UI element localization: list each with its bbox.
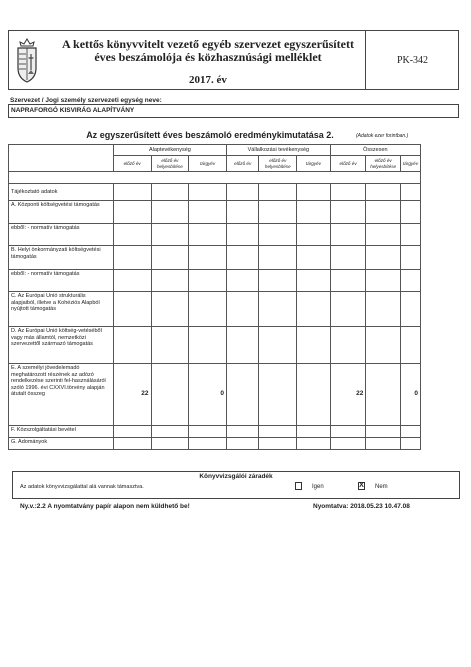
value-cell xyxy=(366,426,401,438)
table-row xyxy=(9,246,421,270)
group-header-total: Összesen xyxy=(330,145,420,156)
value-cell xyxy=(151,246,189,270)
value-cell xyxy=(226,426,258,438)
value-cell xyxy=(297,327,331,364)
row-label: F. Közszolgáltatási bevétel xyxy=(9,426,114,438)
value-cell xyxy=(189,426,227,438)
form-title-line-1: A kettős könyvvitelt vezető egyéb szervezet egyszerűsített xyxy=(62,37,354,51)
value-cell xyxy=(113,201,151,224)
value-cell xyxy=(113,292,151,327)
value-cell xyxy=(226,184,258,201)
value-cell xyxy=(297,292,331,327)
value-cell: 0 xyxy=(400,364,420,426)
row-label: E. A személyi jövedelemadó meghatározott részének az adózó rendelkezése szerinti fel-használásáról szóló 1996. évi CXXVI.törvény alapján átutalt összeg xyxy=(9,364,114,426)
value-cell: 22 xyxy=(330,364,366,426)
value-cell xyxy=(400,327,420,364)
subheader-prev-year-correction: előző év helyesbítése xyxy=(259,156,297,172)
value-cell xyxy=(259,224,297,246)
row-label: Tájékoztató adatok xyxy=(9,184,114,201)
value-cell xyxy=(330,201,366,224)
value-cell xyxy=(297,270,331,292)
group-header-business: Vállalkozási tevékenység xyxy=(226,145,330,156)
value-cell xyxy=(113,426,151,438)
value-cell xyxy=(400,224,420,246)
value-cell xyxy=(189,327,227,364)
value-cell xyxy=(189,270,227,292)
value-cell xyxy=(297,224,331,246)
value-cell xyxy=(366,438,401,450)
row-label: D. Az Európai Unió költség-vetéséből vagy más államtól, nemzetközi szervezettől származó támogatás xyxy=(9,327,114,364)
header-corner xyxy=(9,145,114,172)
value-cell xyxy=(259,364,297,426)
value-cell xyxy=(151,426,189,438)
value-cell xyxy=(113,246,151,270)
submission-note: Ny.v.:2.2 A nyomtatvány papír alapon nem küldhető be! xyxy=(20,503,190,510)
table-row xyxy=(9,426,421,438)
subheader-prev-year: előző év xyxy=(226,156,258,172)
value-cell xyxy=(189,224,227,246)
units-note: (Adatok ezer forintban.) xyxy=(356,133,409,139)
subheader-prev-year: előző év xyxy=(113,156,151,172)
table-row xyxy=(9,438,421,450)
value-cell xyxy=(113,224,151,246)
table-body xyxy=(9,184,421,450)
value-cell xyxy=(151,292,189,327)
value-cell xyxy=(400,292,420,327)
value-cell xyxy=(226,364,258,426)
value-cell xyxy=(259,270,297,292)
value-cell xyxy=(151,327,189,364)
value-cell xyxy=(366,292,401,327)
value-cell xyxy=(151,224,189,246)
value-cell xyxy=(366,364,401,426)
report-year: 2017. év xyxy=(189,74,227,86)
value-cell xyxy=(366,246,401,270)
value-cell xyxy=(189,184,227,201)
value-cell xyxy=(366,327,401,364)
value-cell xyxy=(330,246,366,270)
table-row xyxy=(9,201,421,224)
value-cell xyxy=(226,224,258,246)
value-cell xyxy=(330,292,366,327)
value-cell xyxy=(113,184,151,201)
value-cell: 0 xyxy=(189,364,227,426)
subheader-prev-year: előző év xyxy=(330,156,366,172)
value-cell xyxy=(330,270,366,292)
value-cell xyxy=(226,438,258,450)
value-cell xyxy=(366,224,401,246)
table-row xyxy=(9,184,421,201)
form-code: PK-342 xyxy=(365,30,459,90)
value-cell xyxy=(330,438,366,450)
value-cell xyxy=(259,292,297,327)
subheader-current-year: tárgyév xyxy=(400,156,420,172)
value-cell xyxy=(151,201,189,224)
value-cell xyxy=(226,201,258,224)
value-cell xyxy=(400,426,420,438)
audit-no-label: Nem xyxy=(375,484,388,490)
value-cell xyxy=(189,292,227,327)
subheader-current-year: tárgyév xyxy=(297,156,331,172)
value-cell xyxy=(297,426,331,438)
group-header-basic: Alaptevékenység xyxy=(113,145,226,156)
subheader-prev-year-correction: előző év helyesbítése xyxy=(151,156,189,172)
organization-label: Szervezet / Jogi személy szervezeti egység neve: xyxy=(10,97,162,104)
row-label: ebből: - normatív támogatás xyxy=(9,270,114,292)
value-cell xyxy=(400,438,420,450)
value-cell xyxy=(330,184,366,201)
value-cell xyxy=(151,438,189,450)
coat-of-arms-icon xyxy=(12,36,42,84)
row-label: G. Adományok xyxy=(9,438,114,450)
value-cell xyxy=(189,438,227,450)
subheader-current-year: tárgyév xyxy=(189,156,227,172)
value-cell xyxy=(151,184,189,201)
value-cell xyxy=(113,270,151,292)
value-cell xyxy=(366,201,401,224)
value-cell xyxy=(366,270,401,292)
table-row xyxy=(9,364,421,426)
value-cell xyxy=(259,426,297,438)
value-cell xyxy=(151,364,189,426)
subheader-prev-year-correction: előző év helyesbítése xyxy=(366,156,401,172)
organization-name: NAPRAFORGÓ KISVIRÁG ALAPÍTVÁNY xyxy=(8,104,459,118)
row-label: A. Központi költségvetési támogatás xyxy=(9,201,114,224)
value-cell xyxy=(297,246,331,270)
audit-yes-checkbox[interactable] xyxy=(295,482,302,490)
audit-question: Az adatok könyvvizsgálattal alá vannak támasztva. xyxy=(20,484,144,490)
report-title: Az egyszerűsített éves beszámoló eredménykimutatása 2. xyxy=(86,130,334,140)
print-timestamp: Nyomtatva: 2018.05.23 10.47.08 xyxy=(313,503,410,510)
income-statement-table xyxy=(8,144,421,450)
value-cell xyxy=(297,438,331,450)
audit-clause-title: Könyvvizsgálói záradék xyxy=(199,473,273,480)
value-cell xyxy=(259,327,297,364)
value-cell xyxy=(400,184,420,201)
form-title-line-2: éves beszámolója és közhasznúsági melléklet xyxy=(94,50,322,64)
value-cell xyxy=(400,246,420,270)
value-cell xyxy=(226,327,258,364)
table-row xyxy=(9,270,421,292)
value-cell xyxy=(400,201,420,224)
table-row xyxy=(9,292,421,327)
value-cell xyxy=(400,270,420,292)
value-cell xyxy=(151,270,189,292)
row-label: ebből: - normatív támogatás xyxy=(9,224,114,246)
table-row xyxy=(9,327,421,364)
value-cell xyxy=(113,438,151,450)
value-cell xyxy=(259,438,297,450)
value-cell xyxy=(259,184,297,201)
row-label: C. Az Európai Unió strukturális alapjaiból, illetve a Kohéziós Alapból nyújtott támogatás xyxy=(9,292,114,327)
audit-no-checkbox[interactable]: X xyxy=(359,482,364,489)
value-cell xyxy=(330,426,366,438)
value-cell xyxy=(226,270,258,292)
row-label: B. Helyi önkormányzati költségvetési támogatás xyxy=(9,246,114,270)
value-cell xyxy=(366,184,401,201)
value-cell xyxy=(189,201,227,224)
value-cell xyxy=(259,201,297,224)
value-cell xyxy=(226,246,258,270)
audit-yes-label: Igen xyxy=(312,484,324,490)
value-cell xyxy=(226,292,258,327)
value-cell xyxy=(259,246,297,270)
value-cell: 22 xyxy=(113,364,151,426)
value-cell xyxy=(330,327,366,364)
header-spacer xyxy=(9,172,421,184)
value-cell xyxy=(297,201,331,224)
value-cell xyxy=(113,327,151,364)
value-cell xyxy=(297,184,331,201)
value-cell xyxy=(330,224,366,246)
value-cell xyxy=(189,246,227,270)
value-cell xyxy=(297,364,331,426)
table-row xyxy=(9,224,421,246)
